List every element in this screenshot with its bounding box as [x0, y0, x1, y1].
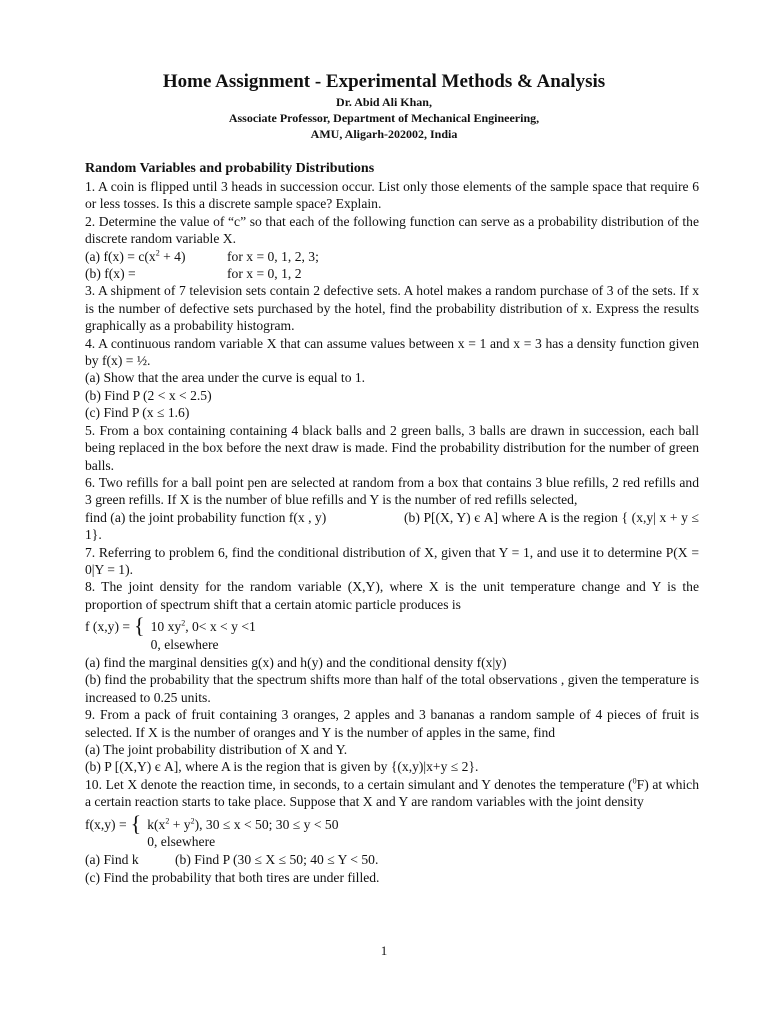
- document-title: Home Assignment - Experimental Methods & Analysis: [162, 71, 606, 92]
- problem-6b: (b) P[(X, Y) є A] where A is the region { (x,y| x + y ≤ 1}.: [85, 509, 699, 543]
- problem-8-case1-term: 10 xy: [150, 619, 182, 635]
- problem-2b: [85, 265, 699, 282]
- problem-8-case1-exponent: 2: [181, 618, 186, 628]
- problem-8-cases: [151, 616, 256, 653]
- problem-10a: (a) Find k: [85, 852, 139, 868]
- problem-8-case2: 0, elsewhere: [150, 636, 219, 652]
- problem-8: 8. The joint density for the random variable (X,Y), where X is the unit temperature change and Y is the proportion of spectrum shift that a certain atomic particle produces is: [85, 579, 699, 612]
- problem-2a-domain: for x = 0, 1, 2, 3;: [227, 248, 319, 264]
- problem-8-case1-domain: , 0< x < y <1: [185, 619, 256, 635]
- page-number: 1: [380, 943, 388, 958]
- problem-10-text-end: F) at which a certain reaction starts to take place. Suppose that X and Y are random variables with the joint density: [85, 776, 699, 810]
- problem-10c: (c) Find the probability that both tires are under filled.: [85, 869, 380, 885]
- problem-2a-exponent: 2: [155, 248, 160, 258]
- author-name: Dr. Abid Ali Khan,: [336, 95, 432, 109]
- problem-10-cases: [147, 814, 338, 851]
- problem-10b: (b) Find P (30 ≤ X ≤ 50; 40 ≤ Y < 50.: [175, 852, 379, 868]
- problem-4: 4. A continuous random variable X that can assume values between x = 1 and x = 3 has a density function given by f(x) = ½.: [85, 335, 699, 369]
- problem-10-density: [85, 810, 699, 851]
- problem-8-lhs: f (x,y) =: [85, 619, 131, 635]
- problem-1: 1. A coin is flipped until 3 heads in succession occur. List only those elements of the sample space that require 6 or less tosses. Is this a discrete sample space? Explain.: [85, 179, 699, 212]
- problem-6a: find (a) the joint probability function f(x , y): [85, 509, 327, 525]
- left-brace-icon: {: [134, 613, 145, 639]
- problem-2b-function: (b) f(x) =: [85, 266, 136, 282]
- problem-4a: (a) Show that the area under the curve is equal to 1.: [85, 370, 366, 386]
- problem-6-line1: 6. Two refills for a ball point pen are selected at random from a box that contains 3 blue refills, 2 red refills and 3 green refills. If X is the number of blue refills and Y is the number of red refills selected,: [85, 474, 699, 508]
- problem-list: [85, 178, 699, 886]
- problem-8-density: [85, 613, 699, 653]
- problem-8a: (a) find the marginal densities g(x) and h(y) and the conditional density f(x|y): [85, 654, 507, 670]
- problem-4c: (c) Find P (x ≤ 1.6): [85, 405, 190, 421]
- problem-10-degree: 0: [632, 776, 637, 786]
- author-position: Associate Professor, Department of Mechanical Engineering,: [228, 111, 540, 125]
- problem-10-case1-exp2: 2: [190, 816, 195, 826]
- problem-10ab: [85, 851, 699, 868]
- author-address: AMU, Aligarh-202002, India: [310, 127, 458, 141]
- problem-8-case1: [151, 616, 256, 635]
- problem-4b: (b) Find P (2 < x < 2.5): [85, 387, 212, 403]
- problem-10: [85, 776, 699, 811]
- problem-9: 9. From a pack of fruit containing 3 oranges, 2 apples and 3 bananas a random sample of 4 pieces of fruit is selected. If X is the number of oranges and Y is the number of apples in the same, find: [85, 707, 699, 740]
- problem-10-lhs: f(x,y) =: [85, 816, 127, 832]
- problem-2b-domain: for x = 0, 1, 2: [227, 266, 302, 282]
- problem-2a-lhs: (a) f(x) = c(x: [85, 248, 156, 264]
- problem-2a: [85, 248, 699, 265]
- problem-2: 2. Determine the value of “c” so that each of the following function can serve as a probability distribution of the discrete random variable X.: [85, 213, 699, 247]
- problem-9b: (b) P [(X,Y) є A], where A is the region that is given by {(x,y)|x+y ≤ 2}.: [85, 759, 479, 775]
- problem-7: 7. Referring to problem 6, find the conditional distribution of X, given that Y = 1, and use it to determine P(X = 0|Y = 1).: [85, 544, 699, 577]
- problem-10-case1-a: k(x: [147, 816, 166, 832]
- problem-9a: (a) The joint probability distribution of X and Y.: [85, 742, 348, 757]
- document-header: [0, 70, 768, 142]
- problem-2a-function: [85, 248, 227, 265]
- problem-8b: (b) find the probability that the spectrum shifts more than half of the total observations , given the temperature is increased to 0.25 units.: [85, 672, 699, 705]
- problem-10-case1-b: + y: [169, 816, 191, 832]
- problem-3: 3. A shipment of 7 television sets contain 2 defective sets. A hotel makes a random purchase of 3 of the sets. If x is the number of defective sets purchased by the hotel, find the probability distribution of x. Express the results graphically as a probability histogram.: [85, 283, 699, 334]
- problem-10-text-start: 10. Let X denote the reaction time, in seconds, to a certain simulant and Y denotes the temperature (: [85, 776, 633, 792]
- problem-10-case2: 0, elsewhere: [147, 834, 216, 850]
- problem-5: 5. From a box containing containing 4 black balls and 2 green balls, 3 balls are drawn in succession, each ball being replaced in the box before the next draw is made. Find the probability distribution for the number of green balls.: [85, 422, 699, 473]
- problem-10-case1: [147, 814, 338, 833]
- section-title: Random Variables and probability Distributions: [85, 161, 375, 176]
- problem-2a-lhs-tail: + 4): [159, 248, 186, 264]
- problem-10-case1-exp1: 2: [165, 816, 170, 826]
- problem-10-case1-domain: ), 30 ≤ x < 50; 30 ≤ y < 50: [194, 816, 339, 832]
- left-brace-icon: {: [130, 810, 142, 836]
- problem-6-line2: [85, 509, 699, 544]
